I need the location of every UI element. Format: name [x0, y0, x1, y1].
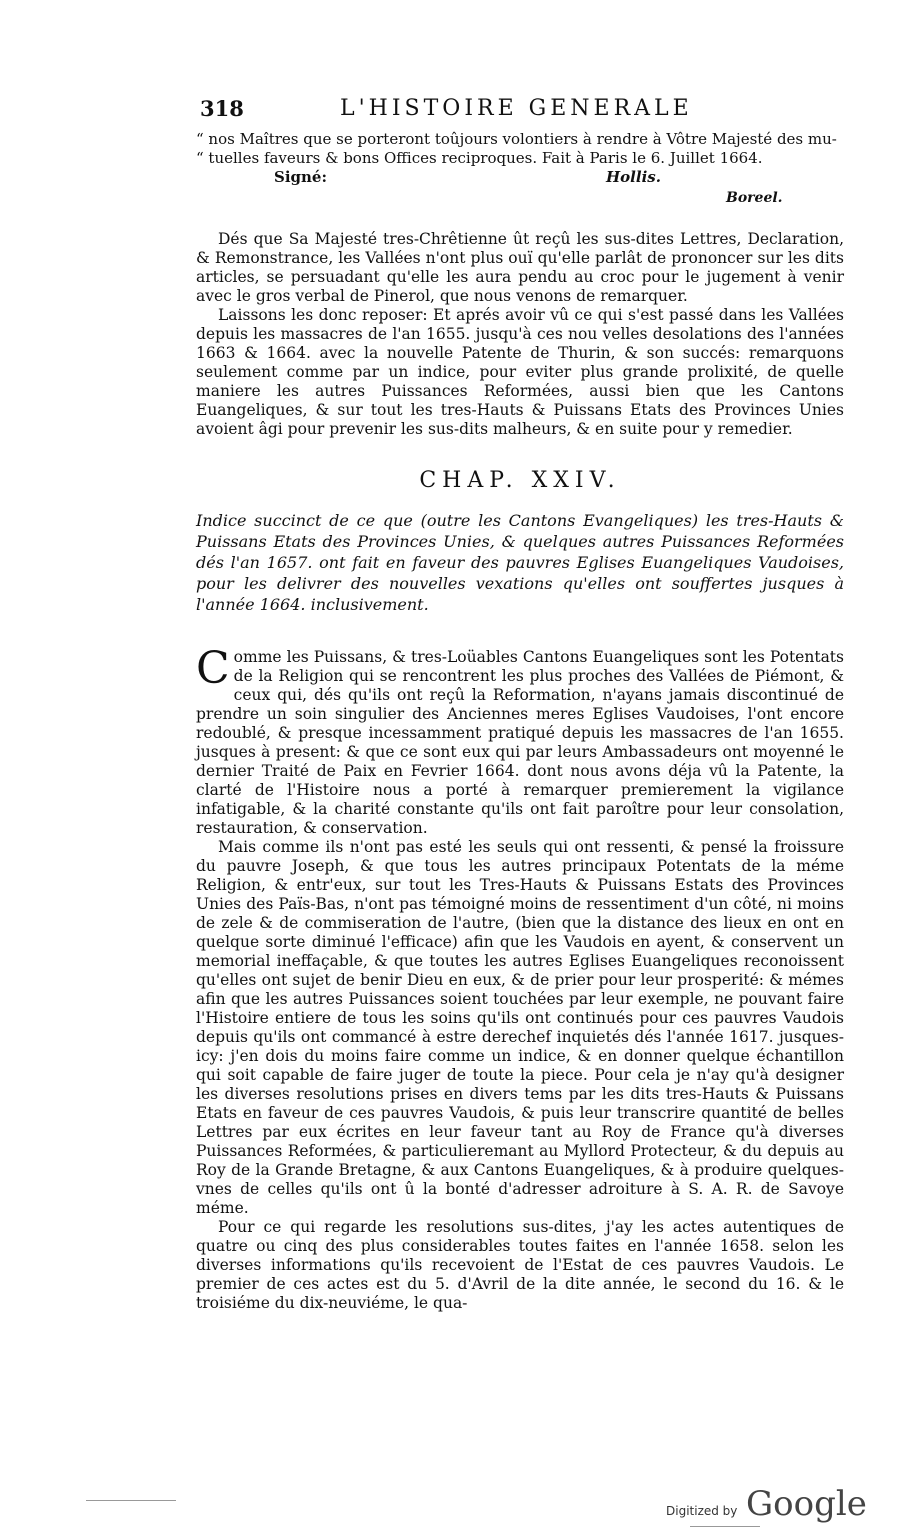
paragraph	[196, 643, 844, 838]
chapter-summary: Indice succinct de ce que (outre les Cantons Evangeliques) les tres-Hauts & Puissans Etats des Provinces Unies, & quelques autres Puissances Reformées dés l'an 1657. ont fait en faveur des pauvres Eglises Euangeliques Vaudoises, pour les delivrer des nouvelles vexations qu'elles ont souffertes jusques à l'année 1664. inclusivement.	[196, 511, 844, 614]
signatory-name: Boreel.	[726, 190, 783, 206]
quote-line: “ nos Maîtres que se porteront toûjours volontiers à rendre à Vôtre Majesté des mu-	[196, 130, 837, 148]
body-text-main	[196, 643, 844, 1313]
drop-cap: C	[196, 643, 230, 694]
body-text-top	[196, 230, 844, 439]
running-header	[200, 96, 840, 126]
google-logo: Google	[746, 1484, 867, 1524]
paragraph: Laissons les donc reposer: Et aprés avoir vû ce qui s'est passé dans les Vallées depuis les massacres de l'an 1655. jusqu'à ces nou velles desolations des l'années 1663 & 1664. avec la nouvelle Patente de Thurin, & son succés: remarquons seulement comme par un indice, pour eviter plus grande prolixité, de quelle maniere les autres Puissances Reformées, aussi bien que les Cantons Euangeliques, & sur tout les tres-Hauts & Puissans Etats des Provinces Unies avoient âgi pour prevenir les sus-dits malheurs, & en suite pour y remedier.	[196, 306, 844, 438]
quote-line: “ tuelles faveurs & bons Offices reciproques. Fait à Paris le 6. Juillet 1664.	[196, 149, 763, 167]
chapter-heading: CHAP. XXIV.	[419, 468, 621, 493]
scan-mark	[86, 1500, 176, 1501]
scan-footer	[0, 1484, 904, 1530]
digitized-label: Digitized by	[666, 1504, 738, 1518]
paragraph-text: omme les Puissans, & tres-Loüables Cantons Euangeliques sont les Potentats de la Religion qui se rencontrent les plus proches des Vallées de Piémont, & ceux qui, dés qu'ils ont reçû la Reformation, n'ayans jamais discontinué de prendre un soin singulier des Anciennes meres Eglises Vaudoises, l'ont encore redoublé, & presque incessamment pratiqué depuis les massacres de l'an 1655. jusques à present: & que ce sont eux qui par leurs Ambassadeurs ont moyenné le dernier Traité de Paix en Fevrier 1664. dont nous avons déja vû la Patente, la clarté de l'Histoire nous a porté à remarquer premierement la vigilance infatigable, & la charité constante qu'ils ont fait paroître pour leur consolation, restauration, & conservation.	[196, 648, 844, 837]
paragraph: Dés que Sa Majesté tres-Chrêtienne ût reçû les sus-dites Lettres, Declaration, & Remonstrance, les Vallées n'ont plus ouï qu'elle parlât de prononcer sur les dits articles, se persuadant qu'elle les aura pendu au croc pour le jugement à venir avec le gros verbal de Pinerol, que nous venons de remarquer.	[196, 230, 844, 305]
signature-label: Signé:	[274, 168, 328, 186]
page-number: 318	[200, 96, 244, 121]
paragraph: Mais comme ils n'ont pas esté les seuls qui ont ressenti, & pensé la froissure du pauvre Joseph, & que tous les autres principaux Potentats de la méme Religion, & entr'eux, sur tout les Tres-Hauts & Puissans Estats des Provinces Unies des Païs-Bas, n'ont pas témoigné moins de ressentiment d'un côté, ni moins de zele & de commiseration de l'autre, (bien que la distance des lieux en ont en quelque sorte diminué l'efficace) afin que les Vaudois en ayent, & conservent un memorial ineffaçable, & que toutes les autres Eglises Euangeliques reconoissent qu'elles ont sujet de benir Dieu en eux, & de prier pour leur prosperité: & mémes afin que les autres Puissances soient touchées par leur exemple, ne pouvant faire l'Histoire entiere de tous les soins qu'ils ont continués pour ces pauvres Vaudois depuis qu'ils ont commancé à estre derechef inquietés dés l'année 1617. jusques-icy: j'en dois du moins faire comme un indice, & en donner quelque échantillon qui soit capable de faire juger de toute la piece. Pour cela je n'ay qu'à designer les diverses resolutions prises en divers tems par les dits tres-Hauts & Puissans Etats en faveur de ces pauvres Vaudois, & puis leur transcrire quantité de belles Lettres par eux écrites en leur faveur tant au Roy de France qu'à diverses Puissances Reformées, & particulieremant au Myllord Protecteur, & du depuis au Roy de la Grande Bretagne, & aux Cantons Euangeliques, & à produire quelques-vnes de celles qu'ils ont û la bonté d'adresser adroiture à S. A. R. de Savoye méme.	[196, 838, 844, 1217]
running-title: L'HISTOIRE GENERALE	[340, 96, 693, 121]
quoted-letter-ending	[196, 130, 844, 168]
scan-mark	[690, 1526, 760, 1527]
signatory-name: Hollis.	[606, 168, 661, 186]
paragraph: Pour ce qui regarde les resolutions sus-dites, j'ay les actes autentiques de quatre ou cinq des plus considerables toutes faites en l'année 1658. selon les diverses informations qu'ils recevoient de l'Estat de ces pauvres Vaudois. Le premier de ces actes est du 5. d'Avril de la dite année, le second du 16. & le troisiéme du dix-neuviéme, le qua-	[196, 1218, 844, 1312]
signature-block	[196, 168, 844, 212]
